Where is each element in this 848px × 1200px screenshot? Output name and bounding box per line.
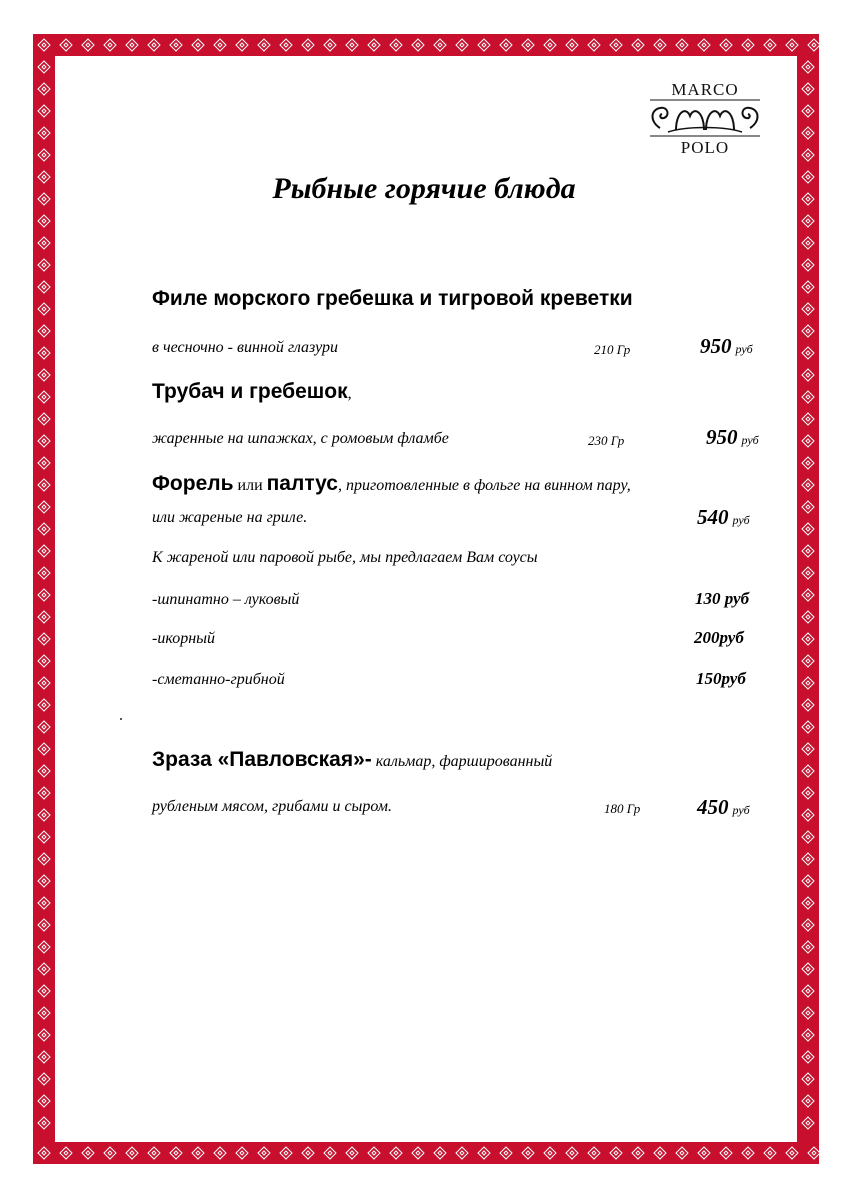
dish-name: Филе морского гребешка и тигровой креветки [152,287,633,310]
restaurant-logo [646,80,764,158]
dish-name: Трубач и гребешок [152,380,348,403]
logo-bottom-text: POLO [680,138,730,157]
sauce-name: -шпинатно – луковый [152,591,300,608]
dish-name: Зраза «Павловская»- [152,748,372,771]
price-currency: руб [741,433,759,447]
price-currency: руб [732,803,750,817]
page-title: Рыбные горячие блюда [272,172,576,205]
dish-description: в чесночно - винной глазури [152,339,339,356]
dish-description-line2: или жареные на гриле. [152,509,308,526]
sauce-price: 150руб [696,669,746,688]
dish-price [697,505,750,530]
dish-weight: 180 Гр [604,801,641,816]
price-value: 950 [706,425,738,449]
dish-description: , приготовленные в фольге на винном пару, [337,477,631,494]
sauce-name: -сметанно-грибной [152,671,285,688]
dish-name-suffix: , [347,385,352,402]
dish-name-row [152,380,352,404]
logo-ornament-icon [646,98,764,138]
dish-price [706,425,759,450]
sauces-intro: К жареной или паровой рыбе, мы предлагаем Вам соусы [152,549,538,566]
dish-description: кальмар, фаршированный [371,753,553,770]
logo-top-text: MARCO [671,80,739,99]
sauce-price: 200руб [694,628,744,647]
dish-price [697,795,750,820]
price-currency: руб [735,342,753,356]
price-currency: руб [732,513,750,527]
dish-name-row [152,472,631,496]
dish-weight: 230 Гр [588,433,625,448]
sauce-price: 130 руб [695,589,750,608]
sauce-name: -икорный [152,630,215,647]
price-value: 950 [700,334,732,358]
dish-name-row [152,748,552,772]
stray-dot [120,718,122,720]
dish-name-halibut: палтус [266,472,338,495]
dish-description: жаренные на шпажках, с ромовым фламбе [152,430,449,447]
price-value: 540 [697,505,729,529]
price-value: 450 [697,795,729,819]
dish-name-or: или [233,477,267,494]
dish-weight: 210 Гр [594,342,631,357]
dish-description-line2: рубленым мясом, грибами и сыром. [152,798,392,815]
dish-name-trout: Форель [152,472,234,495]
dish-price [700,334,753,359]
